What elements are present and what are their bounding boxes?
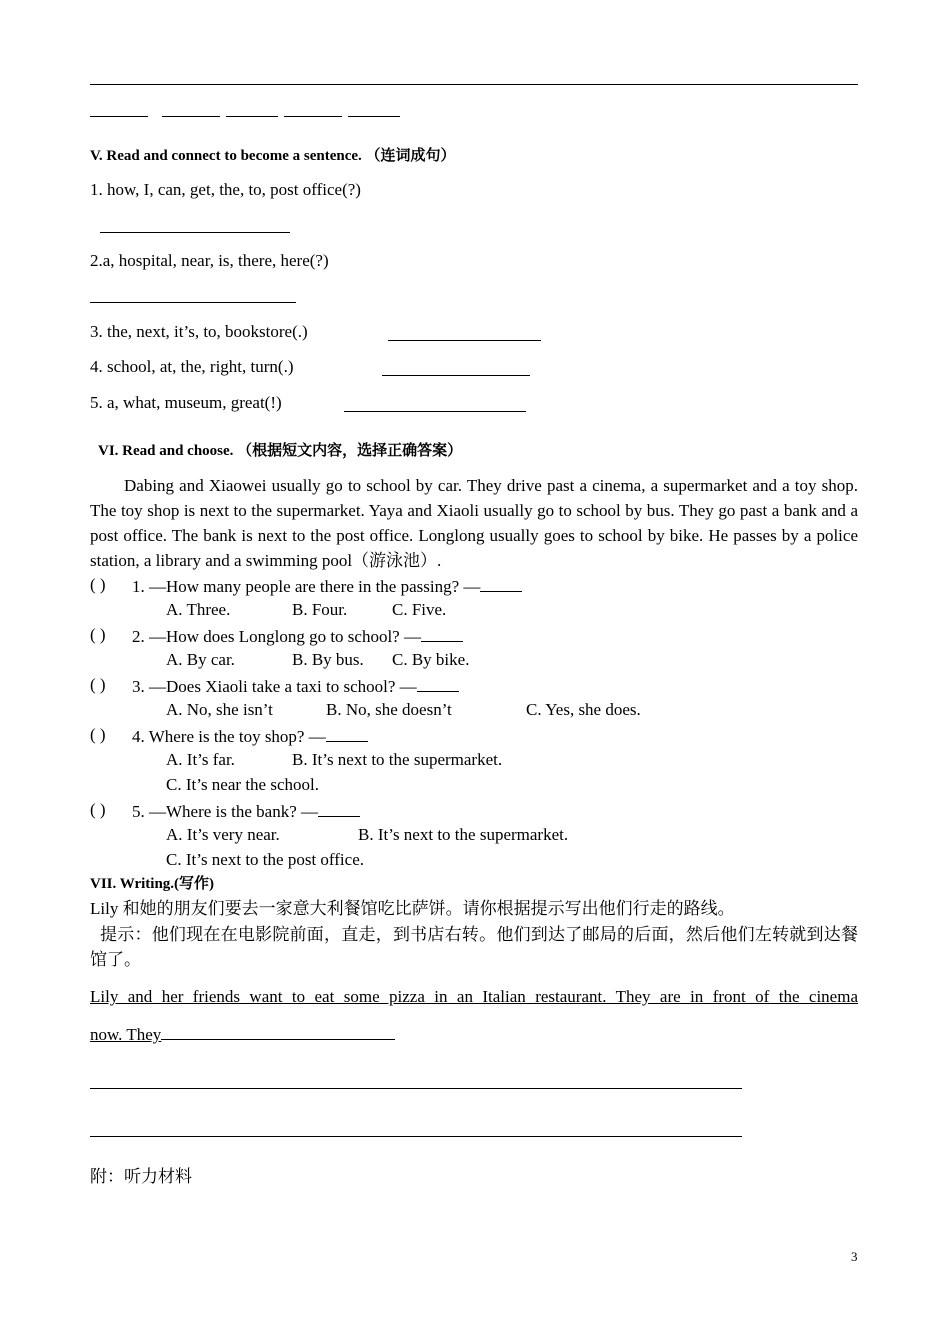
option-c: C. Five. [392, 600, 447, 619]
answer-line-top [90, 84, 858, 85]
connect-item-1: 1. how, I, can, get, the, to, post office(?) [90, 180, 361, 199]
answer-paren: ( ) [90, 575, 106, 594]
option-b: B. By bus. [292, 650, 364, 669]
answer-blank [100, 232, 290, 233]
question-1 [132, 575, 522, 597]
connect-item-4: 4. school, at, the, right, turn(.) [90, 357, 294, 376]
writing-line [90, 1136, 742, 1137]
answer-paren: ( ) [90, 800, 106, 819]
answer-blank [417, 675, 459, 692]
option-a: A. It’s very near. [166, 825, 280, 844]
answer-blank [284, 116, 342, 117]
option-c: C. It’s near the school. [166, 775, 319, 794]
option-c: C. Yes, she does. [526, 700, 641, 719]
question-3 [132, 675, 459, 697]
answer-blank [318, 800, 360, 817]
option-a: A. It’s far. [166, 750, 235, 769]
answer-blank [90, 116, 148, 117]
answer-paren: ( ) [90, 675, 106, 694]
writing-hint: 提示：他们现在在电影院前面，直走，到书店右转。他们到达了邮局的后面，然后他们左转就到达餐馆了。 [90, 925, 858, 969]
answer-blank [388, 340, 541, 341]
answer-blank [344, 411, 526, 412]
section-5-heading: V. Read and connect to become a sentence. （连词成句） [90, 148, 456, 164]
writing-start-line-2 [90, 1023, 395, 1045]
reading-passage: Dabing and Xiaowei usually go to school by car. They drive past a cinema, a supermarket and a toy shop. The toy shop is next to the supermarket. Yaya and Xiaoli usually go to school by bus. They go past a bank and a post office. The bank is next to the post office. Longlong usually goes to school by bike. He passes by a police station, a library and a swimming pool（游泳池）. [90, 476, 858, 570]
answer-blank [421, 625, 463, 642]
option-b: B. Four. [292, 600, 348, 619]
answer-blank [348, 116, 400, 117]
answer-blank [480, 575, 522, 592]
page-number: 3 [851, 1249, 858, 1264]
option-a: A. No, she isn’t [166, 700, 273, 719]
question-2 [132, 625, 463, 647]
option-c: C. By bike. [392, 650, 470, 669]
answer-blank [90, 302, 296, 303]
writing-line [90, 1088, 742, 1089]
answer-paren: ( ) [90, 725, 106, 744]
question-text: 1. —How many people are there in the passing? — [132, 577, 481, 596]
question-text: 2. —How does Longlong go to school? — [132, 627, 421, 646]
option-a: A. Three. [166, 600, 231, 619]
question-5 [132, 800, 360, 822]
question-4 [132, 725, 368, 747]
answer-blank [226, 116, 278, 117]
writing-start-text: now. They [90, 1025, 162, 1044]
answer-blank [162, 116, 220, 117]
option-a: A. By car. [166, 650, 235, 669]
question-text: 3. —Does Xiaoli take a taxi to school? — [132, 677, 417, 696]
option-c: C. It’s next to the post office. [166, 850, 364, 869]
answer-blank [326, 725, 368, 742]
connect-item-3: 3. the, next, it’s, to, bookstore(.) [90, 322, 308, 341]
section-6-heading: VI. Read and choose. （根据短文内容，选择正确答案） [98, 443, 463, 459]
option-b: B. It’s next to the supermarket. [358, 825, 569, 844]
option-b: B. It’s next to the supermarket. [292, 750, 503, 769]
writing-start-line: Lily and her friends want to eat some pizza in an Italian restaurant. They are in front of the cinema [90, 987, 858, 1006]
answer-blank [382, 375, 530, 376]
connect-item-2: 2.a, hospital, near, is, there, here(?) [90, 251, 329, 270]
answer-blank [161, 1023, 395, 1040]
appendix-label: 附：听力材料 [90, 1167, 192, 1186]
answer-paren: ( ) [90, 625, 106, 644]
option-b: B. No, she doesn’t [326, 700, 452, 719]
section-7-heading: VII. Writing.(写作) [90, 876, 215, 892]
connect-item-5: 5. a, what, museum, great(!) [90, 393, 282, 412]
question-text: 5. —Where is the bank? — [132, 802, 318, 821]
writing-prompt: Lily 和她的朋友们要去一家意大利餐馆吃比萨饼。请你根据提示写出他们行走的路线。 [90, 899, 735, 918]
question-text: 4. Where is the toy shop? — [132, 727, 326, 746]
